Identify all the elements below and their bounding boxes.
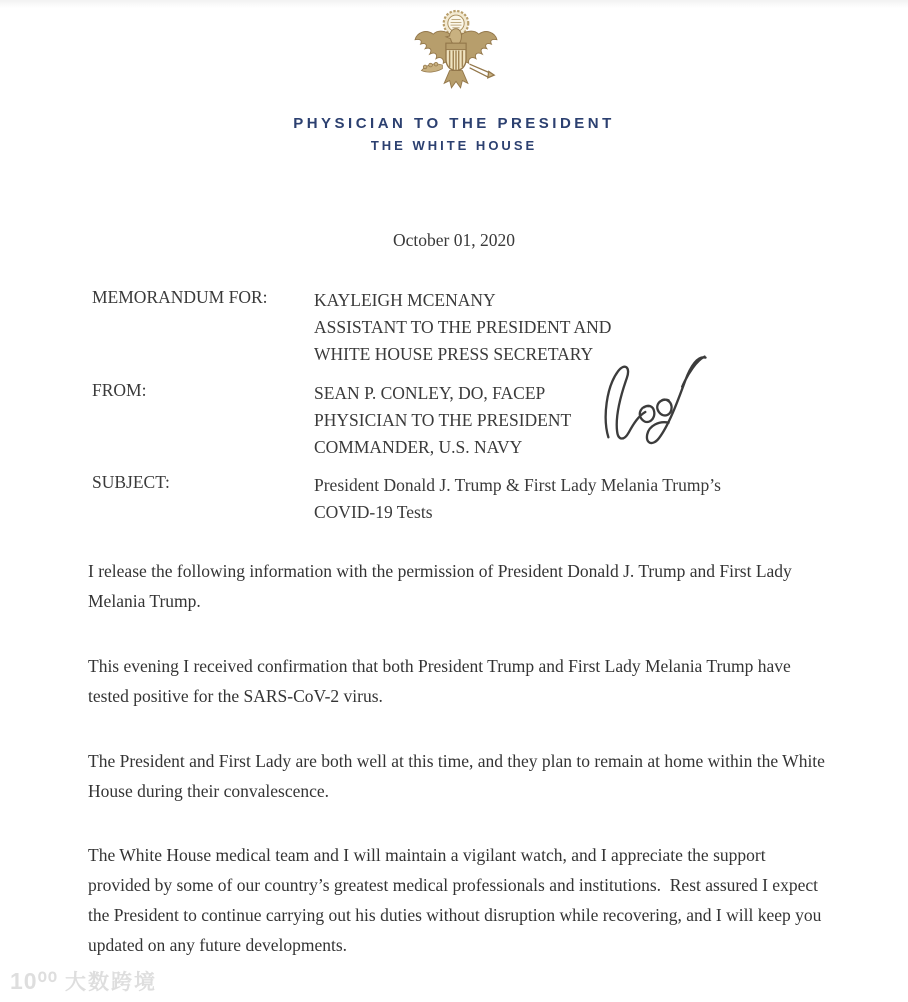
memo-subject-line: COVID-19 Tests (314, 502, 433, 522)
letterhead-title: PHYSICIAN TO THE PRESIDENT (293, 115, 615, 132)
body-paragraph-2: This evening I received confirmation that both President Trump and First Lady Melania Trump have tested positive for the SARS-CoV-2 virus. (88, 656, 796, 706)
letterhead-subtitle: THE WHITE HOUSE (370, 138, 538, 153)
memo-from-line: COMMANDER, U.S. NAVY (314, 437, 523, 457)
watermark-brand-text: 大数跨境 (65, 971, 158, 994)
memo-from-line: PHYSICIAN TO THE PRESIDENT (314, 410, 572, 430)
watermark-logo-icon: 10⁰⁰ (10, 968, 59, 994)
memo-to-label: MEMORANDUM FOR: (92, 287, 268, 307)
memo-to-line: KAYLEIGH MCENANY (314, 290, 496, 310)
memo-from-label: FROM: (92, 380, 147, 400)
memo-subject-value (314, 472, 784, 526)
memo-subject-label: SUBJECT: (92, 472, 170, 492)
memo-to-line: WHITE HOUSE PRESS SECRETARY (314, 344, 594, 364)
body-paragraph-3: The President and First Lady are both well at this time, and they plan to remain at home within the White House during their convalescence. (88, 751, 830, 801)
watermark (10, 966, 157, 996)
signature-scribble (596, 344, 714, 446)
body-paragraph-1: I release the following information with the permission of President Donald J. Trump and First Lady Melania Trump. (88, 561, 797, 611)
memo-from-line: SEAN P. CONLEY, DO, FACEP (314, 383, 546, 403)
presidential-seal-icon (406, 5, 506, 107)
memo-date: October 01, 2020 (393, 230, 515, 250)
memo-subject-line: President Donald J. Trump & First Lady Melania Trump’s (314, 475, 721, 495)
body-paragraph-4: The White House medical team and I will maintain a vigilant watch, and I appreciate the support provided by some of our country’s greatest medical professionals and institutions. Rest assured I expect the President to continue carrying out his duties without disruption while recovering, and I will keep you updated on any future developments. (88, 845, 826, 955)
memo-to-line: ASSISTANT TO THE PRESIDENT AND (314, 317, 612, 337)
